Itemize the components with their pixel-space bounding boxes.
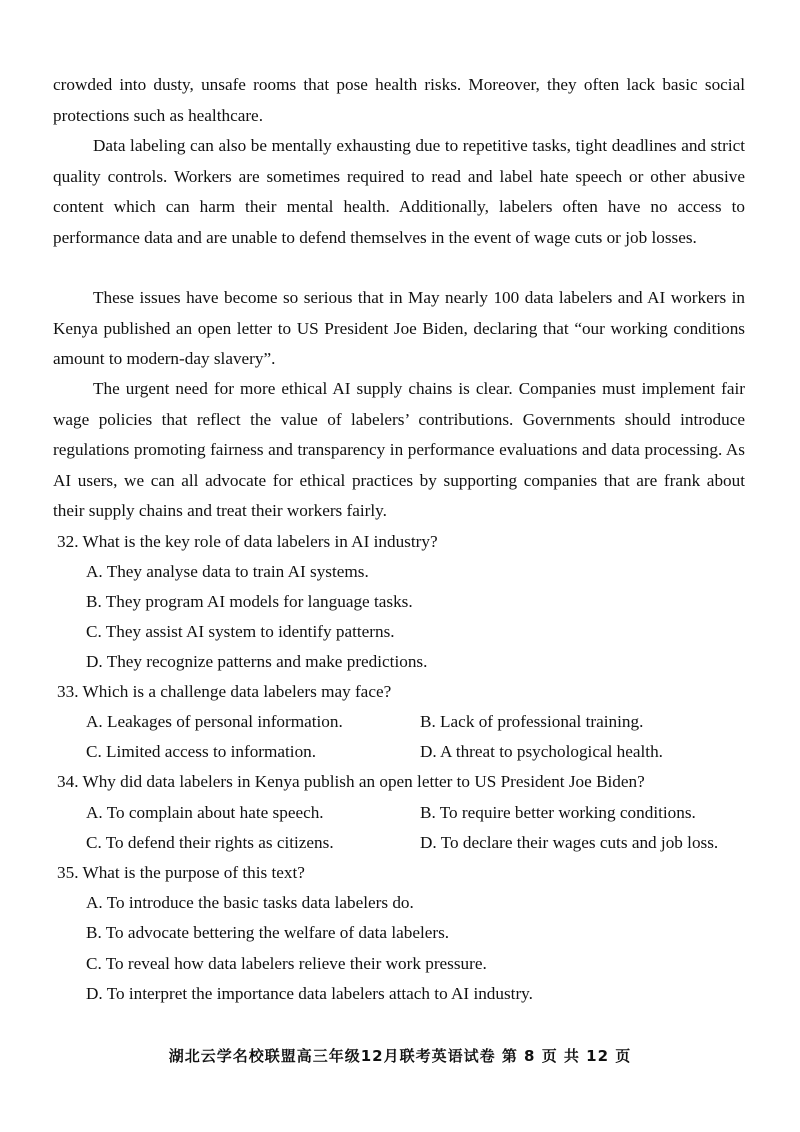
question-35-option-b[interactable]: B. To advocate bettering the welfare of data labelers. [86, 923, 450, 942]
question-35-option-d[interactable]: D. To interpret the importance data labelers attach to AI industry. [86, 984, 533, 1003]
question-34-option-c[interactable]: C. To defend their rights as citizens. [86, 833, 334, 852]
passage-paragraph-2: Data labeling can also be mentally exhausting due to repetitive tasks, tight deadlines and strict quality controls. Workers are sometimes required to read and label hate speech or other abusive content which can harm their mental health. Additionally, labelers often have no access to performance data and are unable to defend themselves in the event of wage cuts or job losses. [53, 136, 745, 247]
question-34-option-a[interactable]: A. To complain about hate speech. [86, 803, 324, 822]
passage-paragraph-4: The urgent need for more ethical AI supply chains is clear. Companies must implement fair wage policies that reflect the value of labelers’ contributions. Governments should introduce regulations promoting fairness and transparency in performance evaluations and data processing. As AI users, we can all advocate for ethical practices by supporting companies that are frank about their supply chains and treat their workers fairly. [53, 379, 745, 520]
question-34-stem: 34. Why did data labelers in Kenya publish an open letter to US President Joe Biden? [57, 772, 645, 791]
question-35-option-c[interactable]: C. To reveal how data labelers relieve their work pressure. [86, 954, 487, 973]
question-33-option-d[interactable]: D. A threat to psychological health. [420, 742, 663, 761]
question-34-option-b[interactable]: B. To require better working conditions. [420, 803, 696, 822]
question-35-stem: 35. What is the purpose of this text? [57, 863, 305, 882]
question-35-option-a[interactable]: A. To introduce the basic tasks data labelers do. [86, 893, 414, 912]
question-33-stem: 33. Which is a challenge data labelers may face? [57, 682, 392, 701]
question-32-option-a[interactable]: A. They analyse data to train AI systems. [86, 562, 369, 581]
question-32-option-b[interactable]: B. They program AI models for language tasks. [86, 592, 413, 611]
question-32-stem: 32. What is the key role of data labelers in AI industry? [57, 532, 438, 551]
passage-paragraph-3: These issues have become so serious that in May nearly 100 data labelers and AI workers in Kenya published an open letter to US President Joe Biden, declaring that “our working conditions amount to modern-day slavery”. [53, 288, 745, 368]
question-33-option-c[interactable]: C. Limited access to information. [86, 742, 317, 761]
question-33-option-a[interactable]: A. Leakages of personal information. [86, 712, 343, 731]
question-32-option-c[interactable]: C. They assist AI system to identify patterns. [86, 622, 395, 641]
question-34-option-d[interactable]: D. To declare their wages cuts and job loss. [420, 833, 719, 852]
question-33-option-b[interactable]: B. Lack of professional training. [420, 712, 644, 731]
passage-paragraph-1: crowded into dusty, unsafe rooms that pose health risks. Moreover, they often lack basic social protections such as healthcare. [53, 75, 745, 125]
question-32-option-d[interactable]: D. They recognize patterns and make predictions. [86, 652, 428, 671]
page-footer: 湖北云学名校联盟高三年级12月联考英语试卷 第 8 页 共 12 页 [168, 1047, 632, 1065]
